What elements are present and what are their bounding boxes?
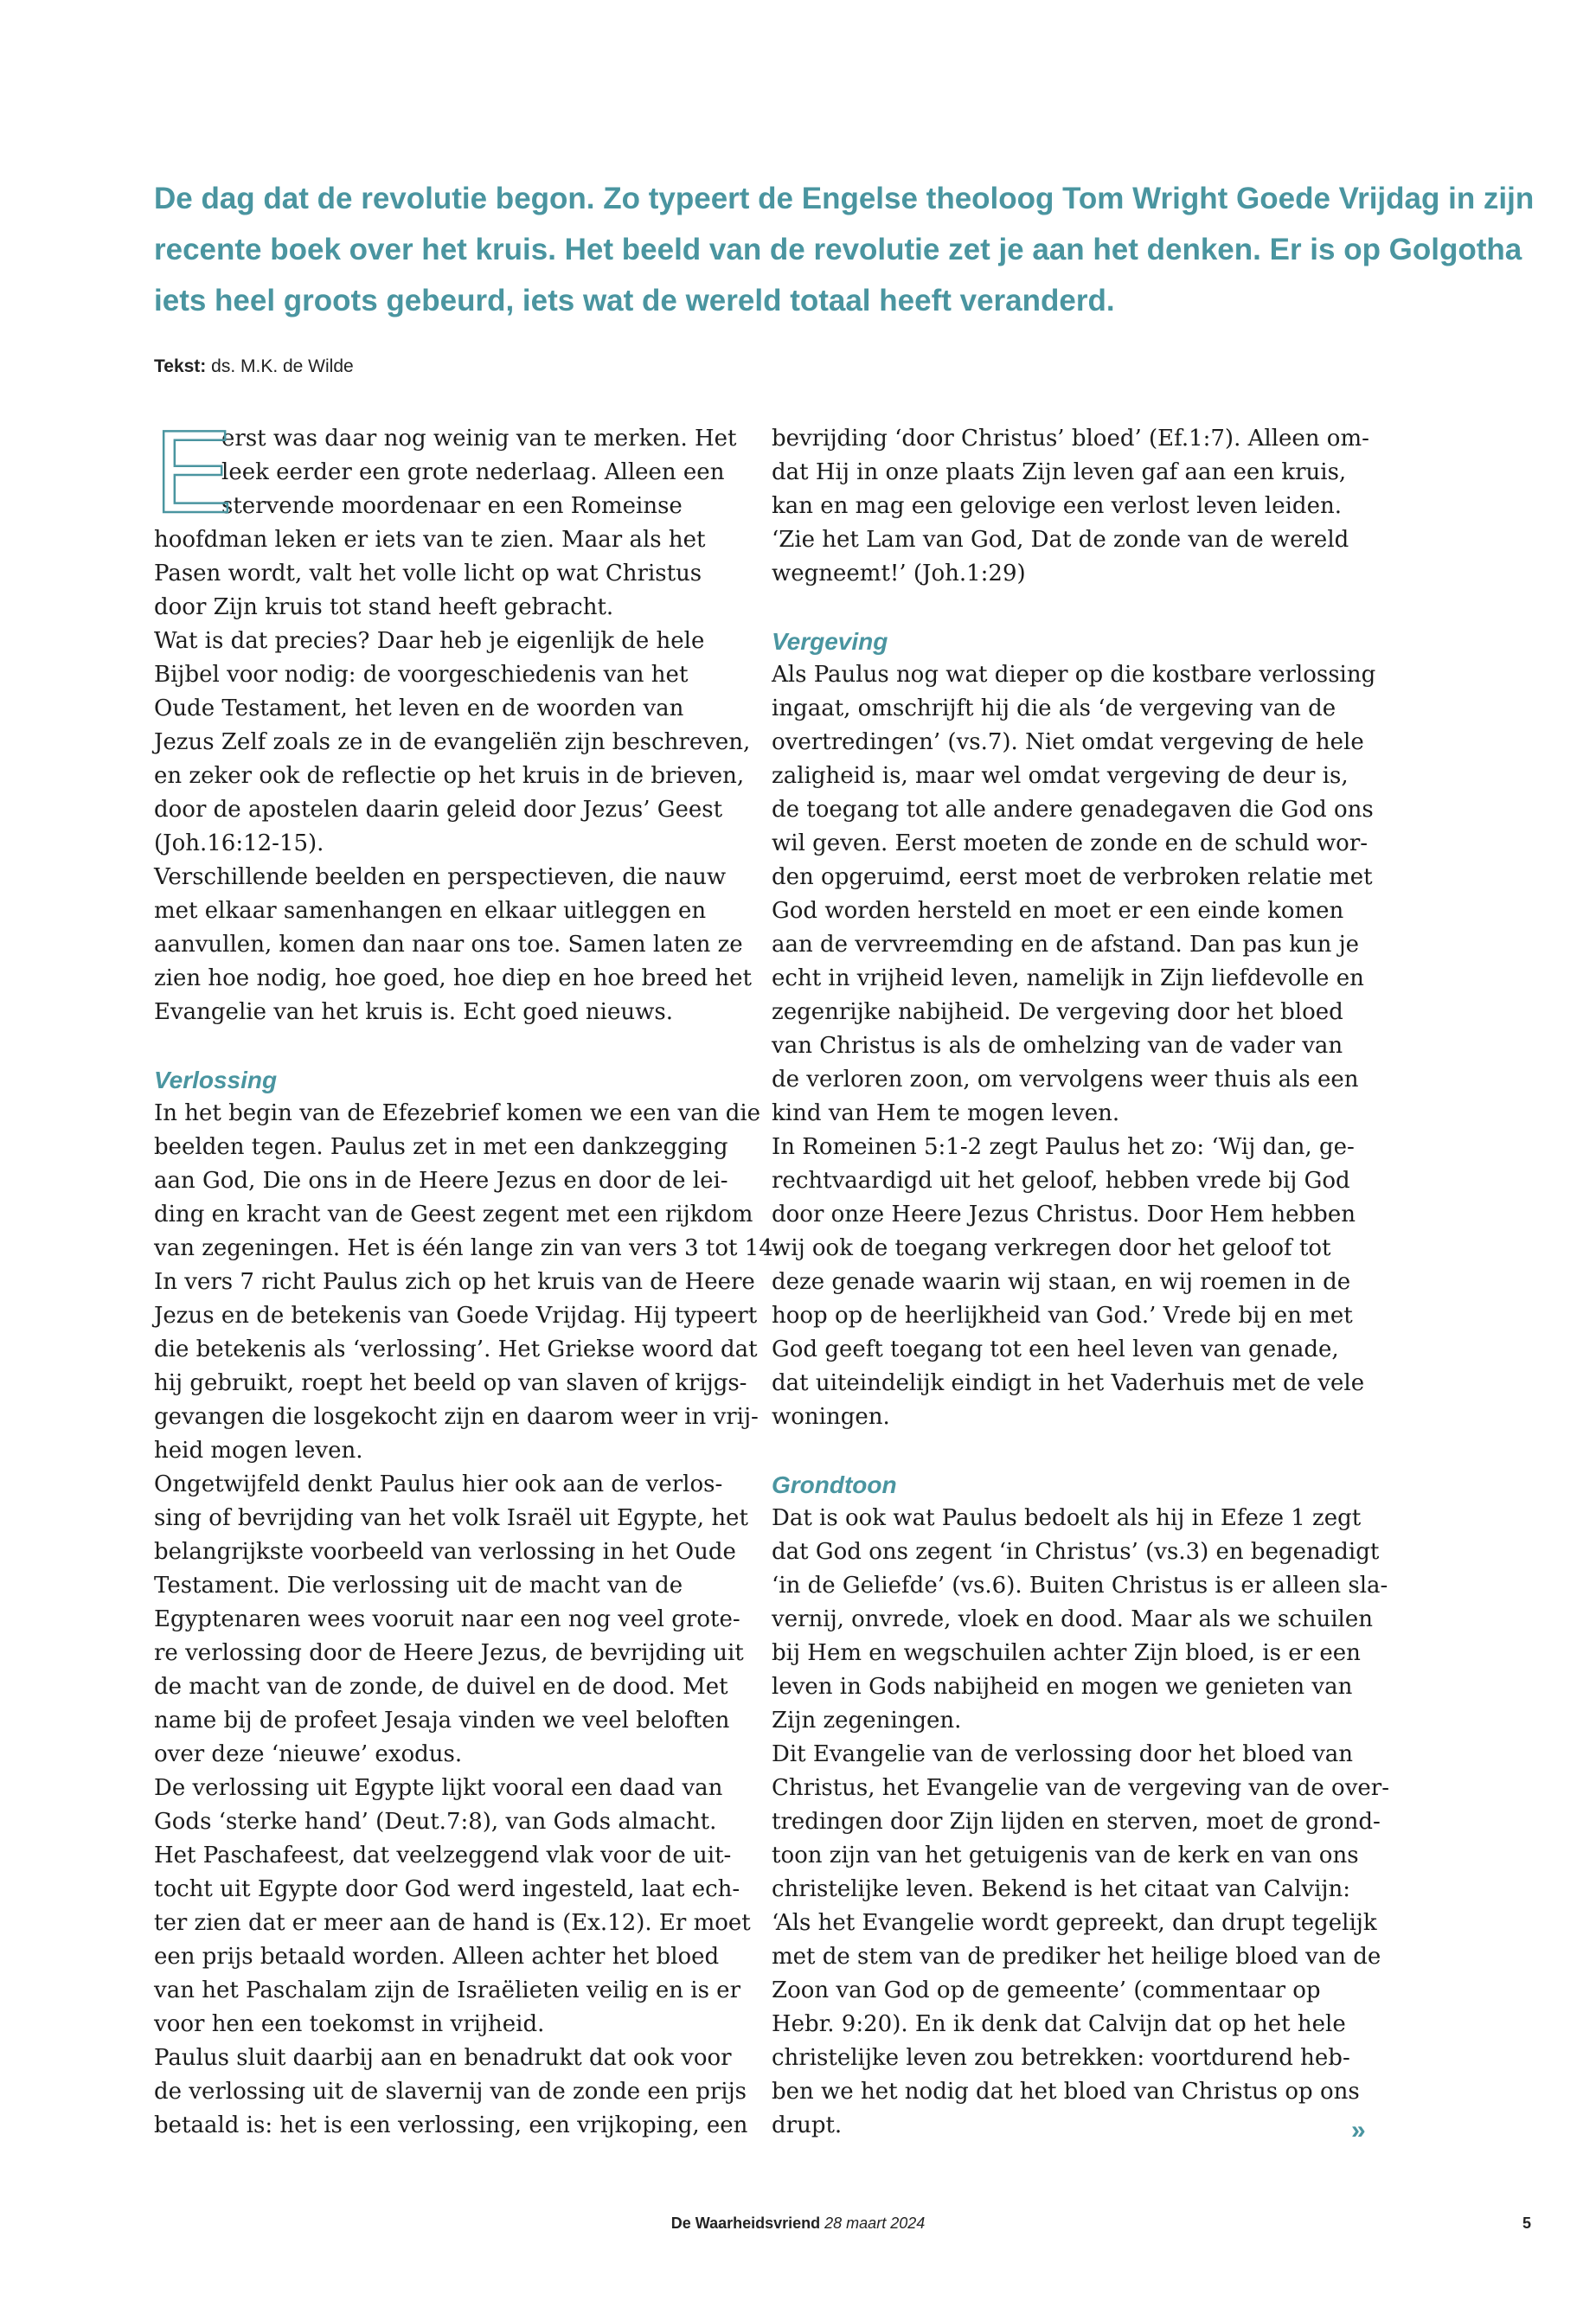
paragraph-gap (154, 1029, 742, 1063)
body-text-line: Verschillende beelden en perspectieven, die nauw (154, 864, 727, 890)
body-text-line: (Joh.16:12-15). (154, 830, 324, 856)
body-text-line: leven in Gods nabijheid en mogen we genieten van (772, 1674, 1353, 1700)
body-text-line: vernij, onvrede, vloek en dood. Maar als we schuilen (772, 1606, 1374, 1632)
body-text-line: ‘Als het Evangelie wordt gepreekt, dan drupt tegelijk (772, 1910, 1377, 1936)
drop-cap-letter: E (154, 406, 233, 537)
body-text-line: Zijn zegeningen. (772, 1708, 962, 1734)
body-text-line: den opgeruimd, eerst moet de verbroken relatie met (772, 864, 1373, 890)
body-text-line: dat God ons zegent ‘in Christus’ (vs.3) en begenadigt (772, 1539, 1380, 1565)
body-text-line: hoofdman leken er iets van te zien. Maar als het (154, 527, 706, 553)
body-text-line: zien hoe nodig, hoe goed, hoe diep en hoe breed het (154, 965, 752, 991)
body-text-line: voor hen een toekomst in vrijheid. (154, 2011, 545, 2037)
body-text-line: wegneemt!’ (Joh.1:29) (772, 561, 1026, 586)
byline-label: Tekst: (154, 356, 207, 376)
body-text-line: ben we het nodig dat het bloed van Christus op ons (772, 2079, 1360, 2105)
body-text-line: drupt. (772, 2112, 843, 2138)
body-text-line: beelden tegen. Paulus zet in met een dankzegging (154, 1134, 728, 1160)
body-text-line: van Christus is als de omhelzing van de vader van (772, 1033, 1343, 1059)
body-text-line: In het begin van de Efezebrief komen we een van die (154, 1100, 761, 1126)
body-text-line: toon zijn van het getuigenis van de kerk en van ons (772, 1843, 1359, 1868)
body-text-line: woningen. (772, 1404, 890, 1430)
body-text-line: belangrijkste voorbeeld van verlossing in het Oude (154, 1539, 736, 1565)
body-text-line: ‘Zie het Lam van God, Dat de zonde van de wereld (772, 527, 1349, 553)
body-text-line: betaald is: het is een verlossing, een vrijkoping, een (154, 2112, 748, 2138)
body-text-line: zaligheid is, maar wel omdat vergeving de deur is, (772, 763, 1349, 789)
body-text-line: christelijke leven zou betrekken: voortdurend heb- (772, 2045, 1350, 2071)
body-text-line: Dat is ook wat Paulus bedoelt als hij in Efeze 1 zegt (772, 1505, 1362, 1531)
body-text-line: God worden hersteld en moet er een einde komen (772, 898, 1344, 924)
body-text-line: aan God, Die ons in de Heere Jezus en door de lei- (154, 1168, 728, 1194)
body-text-line: met de stem van de prediker het heilige bloed van de (772, 1944, 1381, 1970)
body-text-line: wij ook de toegang verkregen door het geloof tot (772, 1235, 1331, 1261)
body-text-line: Gods ‘sterke hand’ (Deut.7:8), van Gods almacht. (154, 1809, 717, 1835)
section-heading: Grondtoon (772, 1471, 897, 1498)
body-text-line: Evangelie van het kruis is. Echt goed nieuws. (154, 999, 673, 1025)
body-text-line: door Zijn kruis tot stand heeft gebracht. (154, 594, 614, 620)
body-text-line: leek eerder een grote nederlaag. Alleen een (221, 459, 725, 485)
body-text-line: Jezus en de betekenis van Goede Vrijdag. Hij typeert (154, 1303, 758, 1329)
intro-line: De dag dat de revolutie begon. Zo typeert de Engelse theoloog Tom Wright Goede Vrijdag in zijn (154, 182, 1535, 215)
body-text-line: dat uiteindelijk eindigt in het Vaderhuis met de vele (772, 1370, 1365, 1396)
body-text-line: tredingen door Zijn lijden en sterven, moet de grond- (772, 1809, 1381, 1835)
right-column (772, 422, 1389, 2143)
body-text-line: Hebr. 9:20). En ik denk dat Calvijn dat op het hele (772, 2011, 1346, 2037)
body-text-line: Oude Testament, het leven en de woorden van (154, 695, 684, 721)
body-text-line: gevangen die losgekocht zijn en daarom weer in vrij- (154, 1404, 759, 1430)
body-text-line: heid mogen leven. (154, 1438, 363, 1464)
body-text-line: stervende moordenaar en een Romeinse (221, 493, 683, 519)
issue-date: 28 maart 2024 (824, 2214, 926, 2232)
body-text-line: aan de vervreemding en de afstand. Dan pas kun je (772, 932, 1360, 958)
paragraph-gap (772, 591, 1360, 625)
body-text-line: bij Hem en wegschuilen achter Zijn bloed, is er een (772, 1640, 1361, 1666)
body-text-line: Egyptenaren wees vooruit naar een nog veel grote- (154, 1606, 740, 1632)
body-text-line: ding en kracht van de Geest zegent met een rijkdom (154, 1202, 753, 1227)
body-text-line: zegenrijke nabijheid. De vergeving door het bloed (772, 999, 1343, 1025)
body-text-line: met elkaar samenhangen en elkaar uitleggen en (154, 898, 707, 924)
body-text-line: over deze ‘nieuwe’ exodus. (154, 1741, 463, 1767)
body-text-line: Het Paschafeest, dat veelzeggend vlak voor de uit- (154, 1843, 732, 1868)
page-number: 5 (1522, 2214, 1532, 2232)
drop-cap (154, 406, 233, 537)
body-text-line: hij gebruikt, roept het beeld op van slaven of krijgs- (154, 1370, 747, 1396)
body-text-line: aanvullen, komen dan naar ons toe. Samen laten ze (154, 932, 743, 958)
body-text-line: Paulus sluit daarbij aan en benadrukt dat ook voor (154, 2045, 732, 2071)
body-text-line: ‘in de Geliefde’ (vs.6). Buiten Christus is er alleen sla- (772, 1573, 1388, 1599)
body-text-line: sing of bevrijding van het volk Israël uit Egypte, het (154, 1505, 748, 1531)
body-text-line: Ongetwijfeld denkt Paulus hier ook aan de verlos- (154, 1471, 723, 1497)
left-column (154, 406, 781, 2143)
body-text-line: bevrijding ‘door Christus’ bloed’ (Ef.1:7). Alleen om- (772, 426, 1369, 452)
body-text-line: door onze Heere Jezus Christus. Door Hem hebben (772, 1202, 1356, 1227)
body-text-line: ter zien dat er meer aan de hand is (Ex.12). Er moet (154, 1910, 751, 1936)
body-text-line: In Romeinen 5:1-2 zegt Paulus het zo: ‘Wij dan, ge- (772, 1134, 1355, 1160)
body-text-line: de verloren zoon, om vervolgens weer thuis als een (772, 1067, 1359, 1093)
body-text-line: en zeker ook de reflectie op het kruis in de brieven, (154, 763, 745, 789)
body-text-line: erst was daar nog weinig van te merken. Het (221, 426, 737, 452)
body-text-line: van het Paschalam zijn de Israëlieten veilig en is er (154, 1977, 740, 2003)
section-heading: Vergeving (772, 628, 888, 655)
body-text-line: die betekenis als ‘verlossing’. Het Griekse woord dat (154, 1336, 758, 1362)
body-text-line: christelijke leven. Bekend is het citaat van Calvijn: (772, 1876, 1350, 1902)
body-text-line: tocht uit Egypte door God werd ingesteld, laat ech- (154, 1876, 740, 1902)
body-text-line: Pasen wordt, valt het volle licht op wat Christus (154, 561, 702, 586)
body-text-line: In vers 7 richt Paulus zich op het kruis van de Heere (154, 1269, 755, 1295)
body-text-line: wil geven. Eerst moeten de zonde en de schuld wor- (772, 830, 1368, 856)
magazine-name: De Waarheidsvriend (670, 2214, 821, 2232)
body-text-line: Wat is dat precies? Daar heb je eigenlijk de hele (154, 628, 705, 654)
body-text-line: door de apostelen daarin geleid door Jezus’ Geest (154, 797, 723, 823)
body-text-line: Jezus Zelf zoals ze in de evangeliën zijn beschreven, (154, 729, 751, 755)
body-text-line: ingaat, omschrijft hij die als ‘de vergeving van de (772, 695, 1336, 721)
body-text-line: een prijs betaald worden. Alleen achter het bloed (154, 1944, 720, 1970)
body-text-line: deze genade waarin wij staan, en wij roemen in de (772, 1269, 1351, 1295)
paragraph-gap (772, 1434, 1360, 1468)
body-text-line: van zegeningen. Het is één lange zin van vers 3 tot 14. (154, 1235, 781, 1261)
byline (154, 356, 354, 377)
body-text-line: Als Paulus nog wat dieper op die kostbare verlossing (772, 662, 1376, 688)
body-text-line: Dit Evangelie van de verlossing door het bloed van (772, 1741, 1354, 1767)
body-text-line: echt in vrijheid leven, namelijk in Zijn liefdevolle en (772, 965, 1364, 991)
footer (0, 2214, 1596, 2233)
body-text-line: rechtvaardigd uit het geloof, hebben vrede bij God (772, 1168, 1350, 1194)
byline-author: ds. M.K. de Wilde (211, 356, 354, 376)
body-text-line: overtredingen’ (vs.7). Niet omdat vergeving de hele (772, 729, 1364, 755)
section-heading: Verlossing (154, 1067, 278, 1093)
intro-paragraph (154, 173, 1535, 326)
body-text-line: de verlossing uit de slavernij van de zonde een prijs (154, 2079, 747, 2105)
body-text-line: re verlossing door de Heere Jezus, de bevrijding uit (154, 1640, 744, 1666)
body-text-line: name bij de profeet Jesaja vinden we veel beloften (154, 1708, 730, 1734)
body-text-line: kind van Hem te mogen leven. (772, 1100, 1120, 1126)
body-text-line: de macht van de zonde, de duivel en de dood. Met (154, 1674, 728, 1700)
body-text-line: De verlossing uit Egypte lijkt vooral een daad van (154, 1775, 723, 1801)
body-text-line: dat Hij in onze plaats Zijn leven gaf aan een kruis, (772, 459, 1347, 485)
body-text-line: Zoon van God op de gemeente’ (commentaar op (772, 1977, 1321, 2003)
intro-line: recente boek over het kruis. Het beeld van de revolutie zet je aan het denken. Er is op Golgotha (154, 233, 1522, 266)
intro-line: iets heel groots gebeurd, iets wat de wereld totaal heeft veranderd. (154, 284, 1115, 317)
body-text-line: hoop op de heerlijkheid van God.’ Vrede bij en met (772, 1303, 1353, 1329)
body-text-line: de toegang tot alle andere genadegaven die God ons (772, 797, 1374, 823)
body-text-line: God geeft toegang tot een heel leven van genade, (772, 1336, 1339, 1362)
body-text-line: Bijbel voor nodig: de voorgeschiedenis van het (154, 662, 689, 688)
continue-marker: » (1351, 2116, 1366, 2144)
body-text-line: Testament. Die verlossing uit de macht van de (154, 1573, 683, 1599)
body-text-line: kan en mag een gelovige een verlost leven leiden. (772, 493, 1342, 519)
body-text-line: Christus, het Evangelie van de vergeving van de over- (772, 1775, 1389, 1801)
